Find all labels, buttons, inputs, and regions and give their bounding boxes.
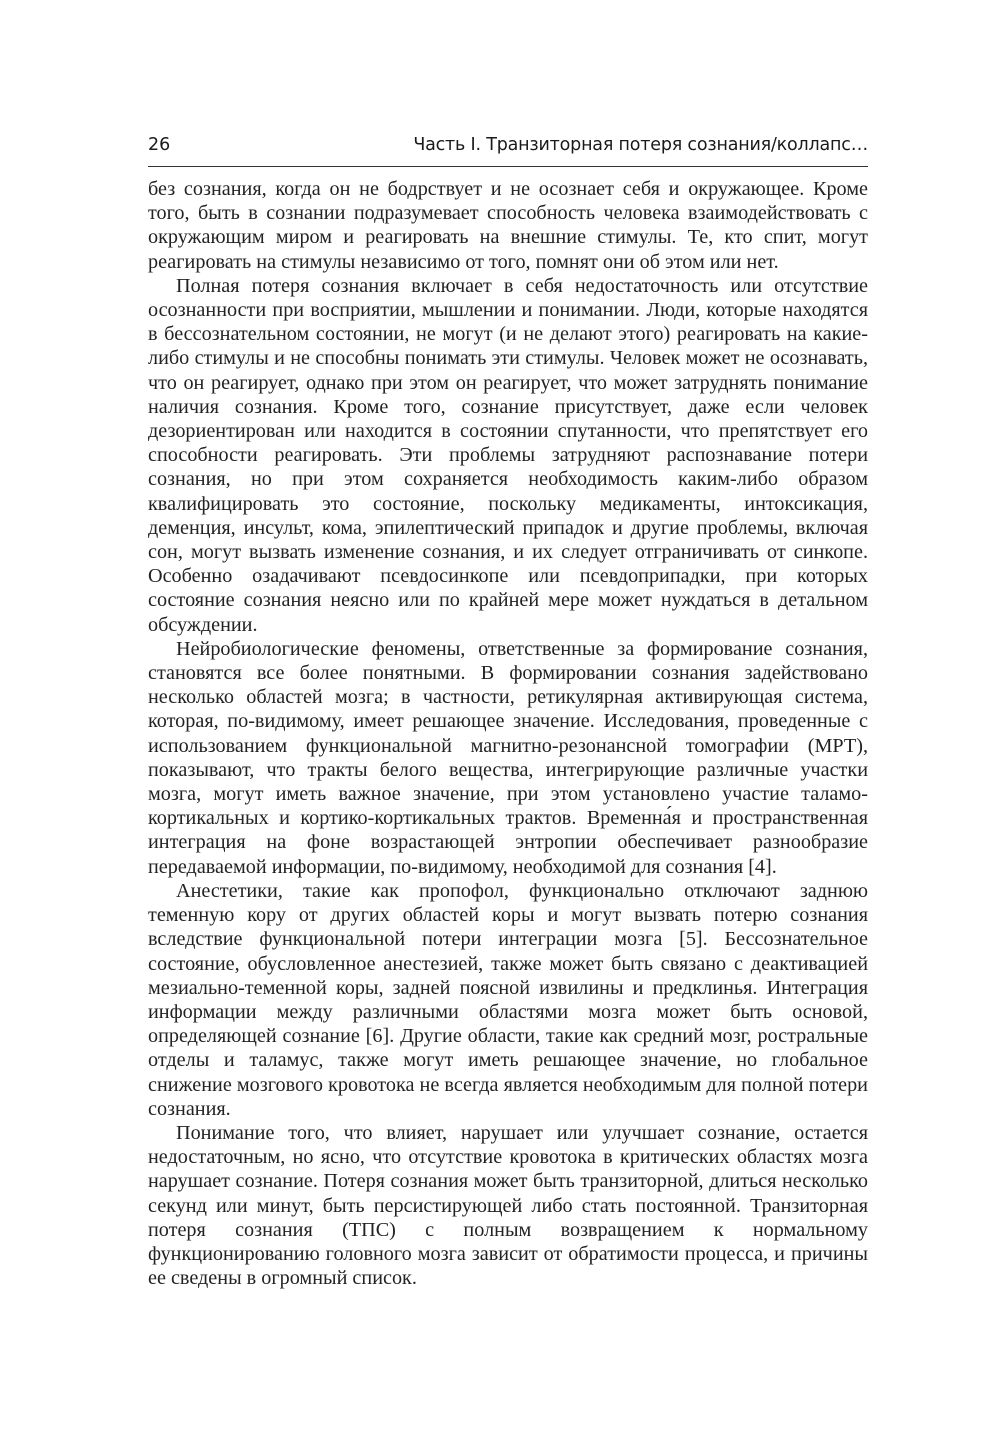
body-text — [148, 177, 868, 1290]
paragraph-transient-loss: Понимание того, что влияет, нарушает или улучшает сознание, остается недостаточным, но ясно, что отсутствие кровотока в критических областях мозга нарушает сознание. Потеря сознания может быть транзиторной, длиться несколько секунд или минут, быть персистирующей либо стать постоянной. Транзиторная потеря сознания (ТПС) с полным возвращением к нормальному функционированию головного мозга зависит от обратимости процесса, и причины ее сведены в огромный список. — [148, 1121, 868, 1290]
page-number: 26 — [148, 135, 171, 155]
paragraph-neurobiology: Нейробиологические феномены, ответственные за формирование сознания, становятся все более понятными. В формировании сознания задействовано несколько областей мозга; в частности, ретикулярная активирующая система, которая, по-видимому, имеет решающее значение. Исследования, проведенные с использованием функциональной магнитно-резонансной томографии (МРТ), показывают, что тракты белого вещества, интегрирующие различные участки мозга, могут иметь важное значение, при этом установлено участие таламо-кортикальных и кортико-кортикальных трактов. Временна́я и пространственная интеграция на фоне возрастающей энтропии обеспечивает разнообразие передаваемой информации, по-видимому, необходимой для сознания [4]. — [148, 637, 868, 878]
running-title: Часть I. Транзиторная потеря сознания/коллапс… — [413, 135, 868, 155]
header-divider — [148, 166, 868, 167]
running-head — [148, 133, 868, 163]
paragraph-anesthetics: Анестетики, такие как пропофол, функционально отключают заднюю теменную кору от других областей коры и могут вызвать потерю сознания вследствие функциональной потери интеграции мозга [5]. Бессознательное состояние, обусловленное анестезией, также может быть связано с деактивацией мезиально-теменной коры, задней поясной извилины и предклинья. Интеграция информации между различными областями мозга может быть основой, определяющей сознание [6]. Другие области, такие как средний мозг, ростральные отделы и таламус, также могут иметь решающее значение, но глобальное снижение мозгового кровотока не всегда является необходимым для полной потери сознания. — [148, 879, 868, 1120]
paragraph-loss-of-consciousness: Полная потеря сознания включает в себя недостаточность или отсутствие осознанности при восприятии, мышлении и понимании. Люди, которые находятся в бессознательном состоянии, не могут (и не делают этого) реагировать на какие-либо стимулы и не способны понимать эти стимулы. Человек может не осознавать, что он реагирует, однако при этом он реагирует, что может затруднять понимание наличия сознания. Кроме того, сознание присутствует, даже если человек дезориентирован или находится в состоянии спутанности, что препятствует его способности реагировать. Эти проблемы затрудняют распознавание потери сознания, но при этом сохраняется необходимость каким-либо образом квалифицировать это состояние, поскольку медикаменты, интоксикация, деменция, инсульт, кома, эпилептический припадок и другие проблемы, включая сон, могут вызвать изменение сознания, и их следует отграничивать от синкопе. Особенно озадачивают псевдосинкопе или псевдоприпадки, при которых состояние сознания неясно или по крайней мере может нуждаться в детальном обсуждении. — [148, 274, 868, 636]
paragraph-continuation: без сознания, когда он не бодрствует и не осознает себя и окружающее. Кроме того, быть в сознании подразумевает способность человека взаимодействовать с окружающим миром и реагировать на внешние стимулы. Те, кто спит, могут реагировать на стимулы независимо от того, помнят они об этом или нет. — [148, 178, 868, 273]
